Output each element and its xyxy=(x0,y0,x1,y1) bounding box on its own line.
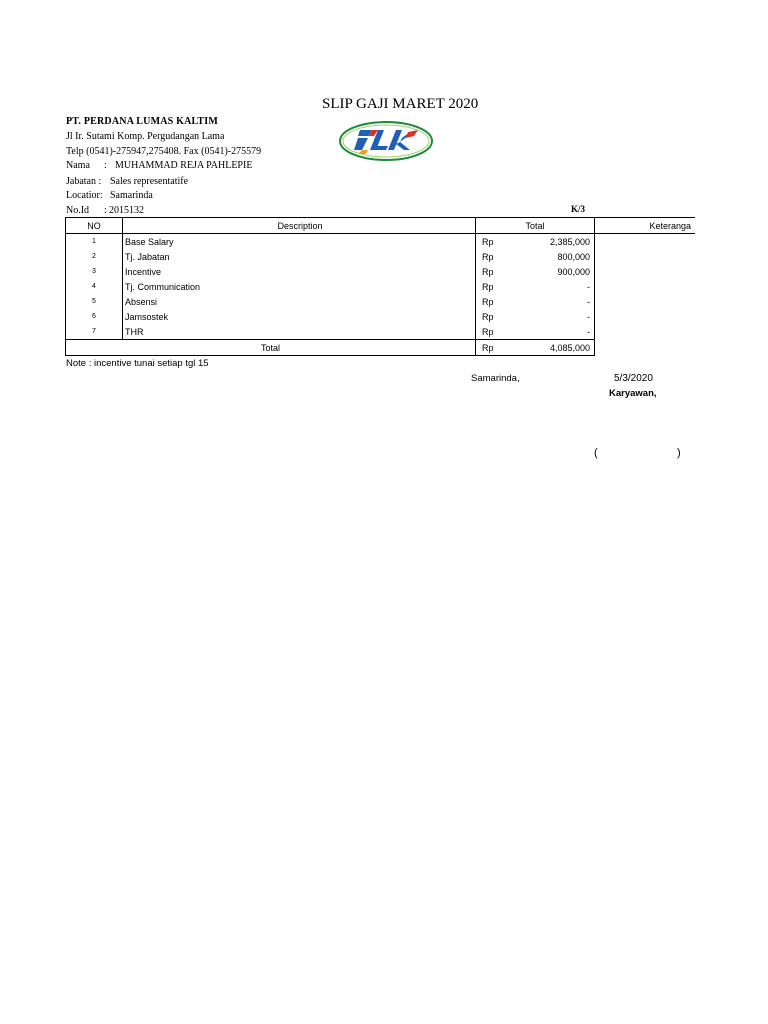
table-header-row xyxy=(66,218,696,234)
row-currency: Rp xyxy=(482,266,494,277)
payment-note: Note : incentive tunai setiap tgl 15 xyxy=(66,358,209,369)
location-label: Locatior: xyxy=(66,190,103,201)
row-keterangan xyxy=(595,294,696,309)
row-description: Jamsostek xyxy=(123,309,476,324)
row-amount: 900,000 xyxy=(524,264,595,279)
header-description: Description xyxy=(123,218,476,234)
row-description: Absensi xyxy=(123,294,476,309)
table-row xyxy=(66,324,696,340)
row-no: 2 xyxy=(66,249,123,264)
signature-place: Samarinda, xyxy=(471,373,520,384)
row-description: Incentive xyxy=(123,264,476,279)
total-keterangan xyxy=(595,340,696,356)
jabatan-label: Jabatan : xyxy=(66,176,102,187)
row-description: Base Salary xyxy=(123,234,476,250)
row-description: Tj. Communication xyxy=(123,279,476,294)
table-row xyxy=(66,264,696,279)
table-row xyxy=(66,249,696,264)
row-keterangan xyxy=(595,279,696,294)
header-total: Total xyxy=(476,218,595,234)
signature-paren-open: ( xyxy=(594,447,598,459)
table-total-row xyxy=(66,340,696,356)
header-no: NO xyxy=(66,218,123,234)
total-label: Total xyxy=(66,340,476,356)
total-amount: 4,085,000 xyxy=(524,340,595,356)
row-no: 4 xyxy=(66,279,123,294)
table-row xyxy=(66,309,696,324)
row-currency: Rp xyxy=(482,251,494,262)
row-no: 1 xyxy=(66,234,123,250)
row-amount: - xyxy=(524,279,595,294)
row-currency: Rp xyxy=(482,281,494,292)
noid-value: 2015132 xyxy=(109,205,144,216)
company-address: Jl Ir. Sutami Komp. Pergudangan Lama xyxy=(66,131,225,142)
row-description: Tj. Jabatan xyxy=(123,249,476,264)
row-no: 7 xyxy=(66,324,123,340)
company-logo xyxy=(338,120,434,162)
row-keterangan xyxy=(595,264,696,279)
row-amount: - xyxy=(524,324,595,340)
row-no: 6 xyxy=(66,309,123,324)
row-currency: Rp xyxy=(482,311,494,322)
row-currency: Rp xyxy=(476,324,525,340)
noid-separator: : xyxy=(104,205,107,216)
row-keterangan xyxy=(595,249,696,264)
row-description: THR xyxy=(123,324,476,340)
signature-paren-close: ) xyxy=(677,447,681,459)
nama-label: Nama xyxy=(66,160,90,171)
row-no: 5 xyxy=(66,294,123,309)
company-phone: Telp (0541)-275947,275408. Fax (0541)-275579 xyxy=(66,146,262,157)
table-row xyxy=(66,234,696,250)
row-amount: 800,000 xyxy=(524,249,595,264)
location-value: Samarinda xyxy=(110,190,153,201)
table-row xyxy=(66,294,696,309)
signature-role: Karyawan, xyxy=(609,388,657,399)
header-keterangan: Keteranga xyxy=(595,218,696,234)
row-currency: Rp xyxy=(482,236,494,247)
row-keterangan xyxy=(595,324,696,340)
noid-label: No.Id xyxy=(66,205,90,216)
company-name: PT. PERDANA LUMAS KALTIM xyxy=(66,116,219,127)
status-code: K/3 xyxy=(571,204,586,214)
row-amount: - xyxy=(524,294,595,309)
row-keterangan xyxy=(595,234,696,250)
row-currency: Rp xyxy=(482,296,494,307)
row-amount: - xyxy=(524,309,595,324)
nama-value: MUHAMMAD REJA PAHLEPIE xyxy=(115,160,253,171)
nama-separator: : xyxy=(104,160,107,171)
slip-title: SLIP GAJI MARET 2020 xyxy=(322,96,479,112)
total-currency: Rp xyxy=(476,340,525,356)
signature-date: 5/3/2020 xyxy=(614,373,653,384)
salary-table xyxy=(65,217,695,356)
row-no: 3 xyxy=(66,264,123,279)
jabatan-value: Sales representatife xyxy=(110,176,189,187)
row-keterangan xyxy=(595,309,696,324)
table-row xyxy=(66,279,696,294)
row-amount: 2,385,000 xyxy=(524,234,595,250)
